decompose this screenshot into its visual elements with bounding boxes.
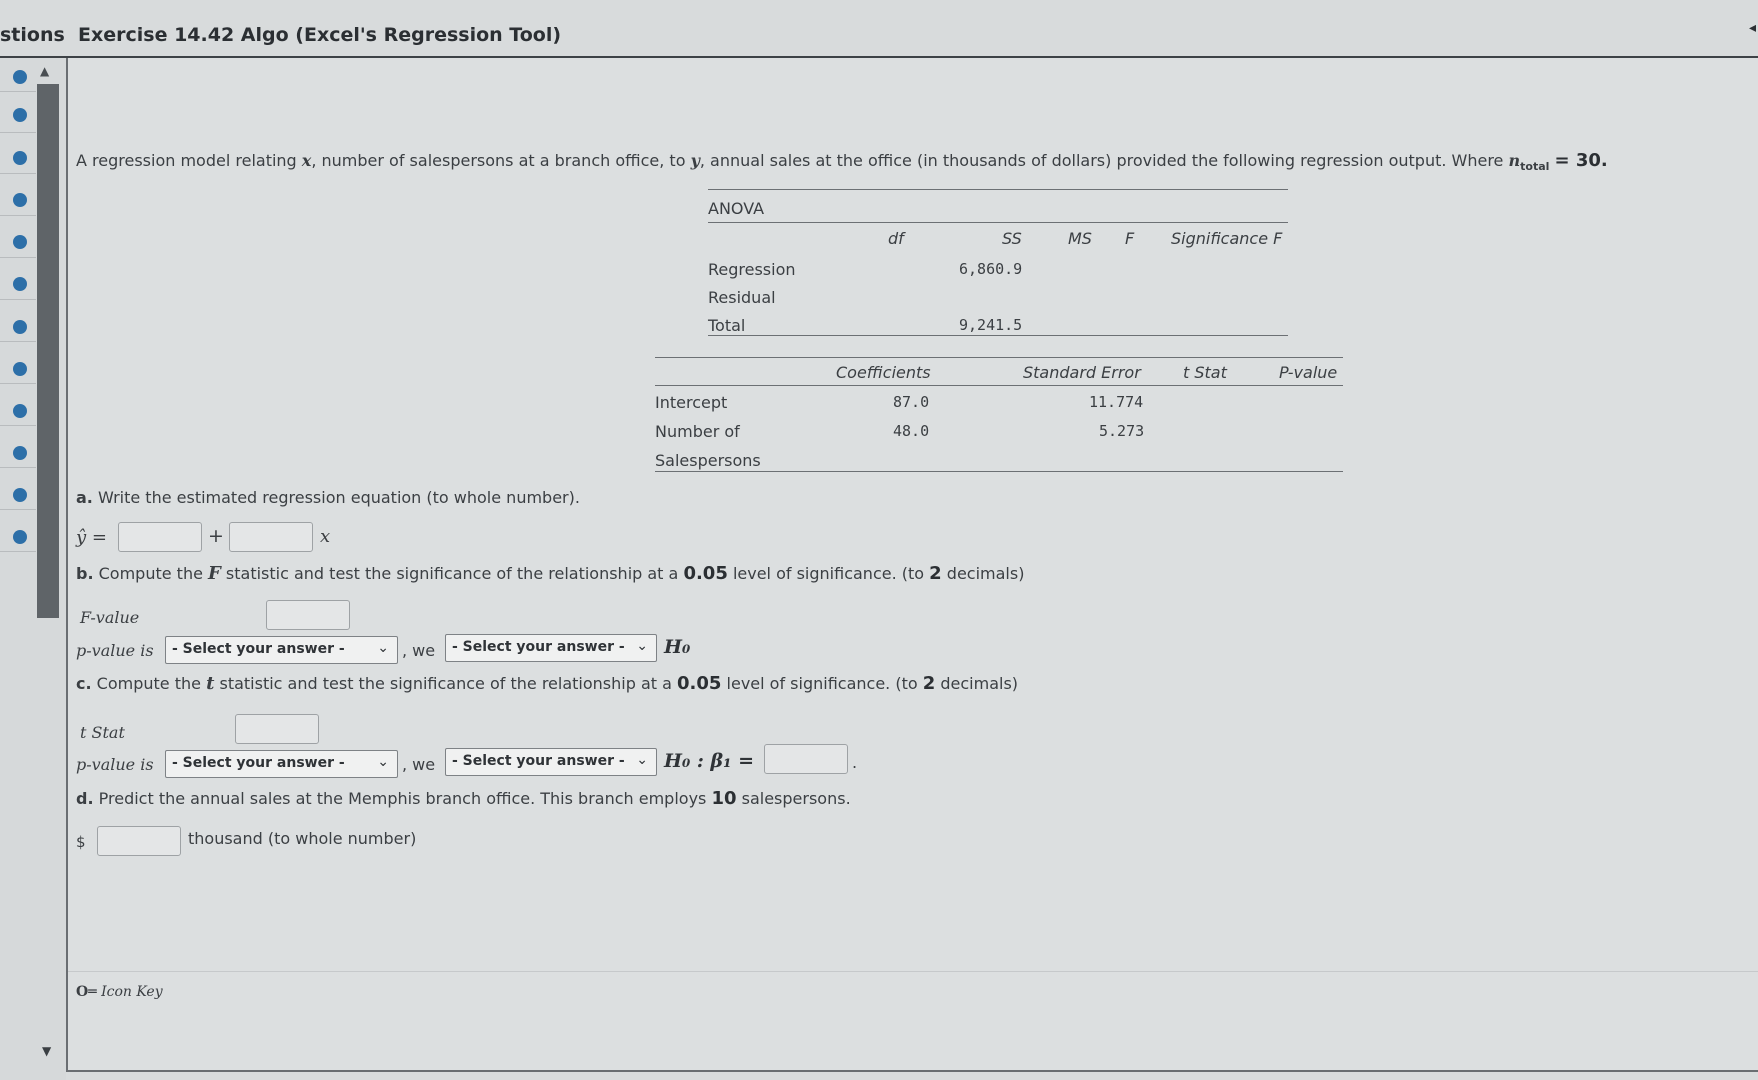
f-value-input[interactable] <box>266 600 350 630</box>
question-nav-dot[interactable] <box>13 404 27 418</box>
intro-text: , number of salespersons at a branch office, to <box>311 151 686 170</box>
divider <box>0 509 36 510</box>
slope-coefficient: 48.0 <box>893 422 930 440</box>
anova-header-f: F <box>1125 229 1135 248</box>
x-variable: x <box>301 151 312 170</box>
part-b-text: decimals) <box>946 564 1025 583</box>
part-b-text: Compute the <box>98 564 203 583</box>
anova-title: ANOVA <box>708 199 765 218</box>
n-subscript: total <box>1520 160 1550 174</box>
key-icon: O═ <box>76 984 97 1000</box>
anova-bottom-rule <box>708 335 1288 336</box>
p-value-is-label: p-value is <box>76 755 154 774</box>
part-b-text: level of significance. (to <box>732 564 925 583</box>
coef-row-number-of: Number of <box>655 422 740 441</box>
part-c-text: Compute the <box>96 674 201 693</box>
anova-top-rule <box>708 189 1288 190</box>
question-nav-dot[interactable] <box>13 235 27 249</box>
decimals-count: 2 <box>929 563 942 584</box>
coef-bottom-rule <box>655 471 1343 472</box>
slope-standard-error: 5.273 <box>1099 422 1145 440</box>
chevron-down-icon: ⌄ <box>377 754 389 770</box>
part-d-text: salespersons. <box>741 789 851 808</box>
coef-header-standard-error: Standard Error <box>1023 363 1141 382</box>
period: . <box>852 753 858 772</box>
t-stat-label-text: t Stat <box>80 723 125 742</box>
coef-row-salespersons: Salespersons <box>655 451 761 470</box>
slope-input[interactable] <box>229 522 313 552</box>
question-nav-dot[interactable] <box>13 151 27 165</box>
anova-row-regression: Regression <box>708 260 796 279</box>
question-nav-dot[interactable] <box>13 108 27 122</box>
intercept-input[interactable] <box>118 522 202 552</box>
part-c-label: c. <box>76 674 92 693</box>
part-c-text: statistic and test the significance of the relationship at a <box>219 674 672 693</box>
part-d-text: Predict the annual sales at the Memphis branch office. This branch employs <box>98 789 707 808</box>
collapse-caret-icon[interactable]: ◂ <box>1748 20 1756 36</box>
anova-header-df: df <box>888 229 904 248</box>
part-b-text: statistic and test the significance of the relationship at a <box>225 564 679 583</box>
anova-header-significance-f: Significance F <box>1171 229 1283 248</box>
divider <box>0 215 36 216</box>
anova-regression-ss: 6,860.9 <box>959 260 1023 278</box>
divider <box>0 91 36 92</box>
divider <box>0 467 36 468</box>
question-nav-dot[interactable] <box>13 193 27 207</box>
we-text: , we <box>402 755 436 774</box>
part-d-prompt <box>76 788 851 809</box>
coef-row-intercept: Intercept <box>655 393 728 412</box>
significance-level: 0.05 <box>677 673 722 694</box>
question-nav-rail <box>0 58 66 1080</box>
decimals-count: 2 <box>922 673 936 694</box>
coef-header-t-stat: t Stat <box>1183 363 1227 382</box>
y-variable: y <box>690 151 700 170</box>
intro-text: A regression model relating <box>76 151 297 170</box>
n-total-value: = 30. <box>1554 150 1608 171</box>
plus-sign: + <box>208 525 224 547</box>
question-nav-dot[interactable] <box>13 530 27 544</box>
y-hat-symbol: ŷ = <box>76 527 107 548</box>
p-value-select-c-value: - Select your answer - <box>172 755 345 771</box>
decision-select-b[interactable] <box>445 634 657 662</box>
coef-header-rule <box>655 385 1343 386</box>
decision-select-c[interactable] <box>445 748 657 776</box>
anova-header-rule <box>708 222 1288 223</box>
chevron-down-icon: ⌄ <box>636 752 648 768</box>
question-panel <box>66 58 1758 1072</box>
divider <box>0 132 36 133</box>
part-b-label: b. <box>76 564 94 583</box>
p-value-select-b-value: - Select your answer - <box>172 641 345 657</box>
part-c-text: decimals) <box>940 674 1019 693</box>
dollar-sign: $ <box>76 833 86 851</box>
divider <box>0 341 36 342</box>
part-b-prompt <box>76 563 1024 584</box>
exercise-title: Exercise 14.42 Algo (Excel's Regression Tool) <box>78 24 562 46</box>
anova-header-ss: SS <box>1002 229 1022 248</box>
anova-header-ms: MS <box>1068 229 1092 248</box>
part-a-prompt <box>76 488 580 507</box>
coef-header-p-value: P-value <box>1279 363 1338 382</box>
divider <box>0 299 36 300</box>
part-c-prompt <box>76 673 1018 694</box>
divider <box>0 173 36 174</box>
n-symbol: n <box>1508 151 1521 170</box>
question-nav-dot[interactable] <box>13 362 27 376</box>
thousand-unit-text: thousand (to whole number) <box>188 829 417 848</box>
coef-top-rule <box>655 357 1343 358</box>
coef-header-coefficients: Coefficients <box>836 363 931 382</box>
p-value-select-c[interactable] <box>165 750 398 778</box>
part-a-text: Write the estimated regression equation (to whole number). <box>97 488 580 507</box>
icon-key-label: Icon Key <box>101 984 163 1000</box>
part-d-label: d. <box>76 789 94 808</box>
f-symbol: F <box>208 563 221 584</box>
x-symbol: x <box>320 526 331 547</box>
icon-key-link[interactable] <box>76 984 163 1000</box>
decision-select-c-value: - Select your answer - <box>452 753 625 769</box>
f-value-label <box>80 608 139 627</box>
t-symbol: t <box>206 673 215 694</box>
we-text: , we <box>402 641 436 660</box>
intercept-coefficient: 87.0 <box>893 393 930 411</box>
anova-row-total: Total <box>708 316 746 335</box>
divider <box>0 257 36 258</box>
chevron-down-icon: ⌄ <box>377 640 389 656</box>
salespersons-count: 10 <box>711 788 737 809</box>
significance-level: 0.05 <box>683 563 728 584</box>
question-nav-dot[interactable] <box>13 277 27 291</box>
intro-text: , annual sales at the office (in thousands of dollars) provided the following regression output. Where <box>699 151 1504 170</box>
scroll-down-icon[interactable]: ▼ <box>42 1044 52 1058</box>
divider <box>0 425 36 426</box>
footer-divider <box>68 971 1758 972</box>
scroll-up-icon[interactable]: ▲ <box>40 64 50 78</box>
f-value-label-text: F-value <box>80 608 140 627</box>
h0-symbol: H₀ <box>664 636 691 658</box>
part-a-label: a. <box>76 488 93 507</box>
chevron-down-icon: ⌄ <box>636 638 648 654</box>
anova-row-residual: Residual <box>708 288 776 307</box>
question-nav-dot[interactable] <box>13 320 27 334</box>
divider <box>0 383 36 384</box>
question-nav-dot[interactable] <box>13 446 27 460</box>
questions-tab[interactable]: stions <box>0 24 65 46</box>
predicted-sales-input[interactable] <box>97 826 181 856</box>
question-nav-dot[interactable] <box>13 488 27 502</box>
top-bar <box>0 0 1758 58</box>
decision-select-b-value: - Select your answer - <box>452 639 625 655</box>
question-nav-dot[interactable] <box>13 70 27 84</box>
t-stat-input[interactable] <box>235 714 319 744</box>
t-stat-label <box>80 723 125 742</box>
h0-beta1-label: H₀ : β₁ = <box>664 750 754 772</box>
part-c-text: level of significance. (to <box>726 674 918 693</box>
intercept-standard-error: 11.774 <box>1089 393 1144 411</box>
p-value-is-label: p-value is <box>76 641 154 660</box>
divider <box>0 551 36 552</box>
anova-total-ss: 9,241.5 <box>959 316 1023 334</box>
scrollbar-track[interactable] <box>37 84 59 618</box>
p-value-select-b[interactable] <box>165 636 398 664</box>
beta1-input[interactable] <box>764 744 848 774</box>
problem-statement <box>76 150 1608 173</box>
